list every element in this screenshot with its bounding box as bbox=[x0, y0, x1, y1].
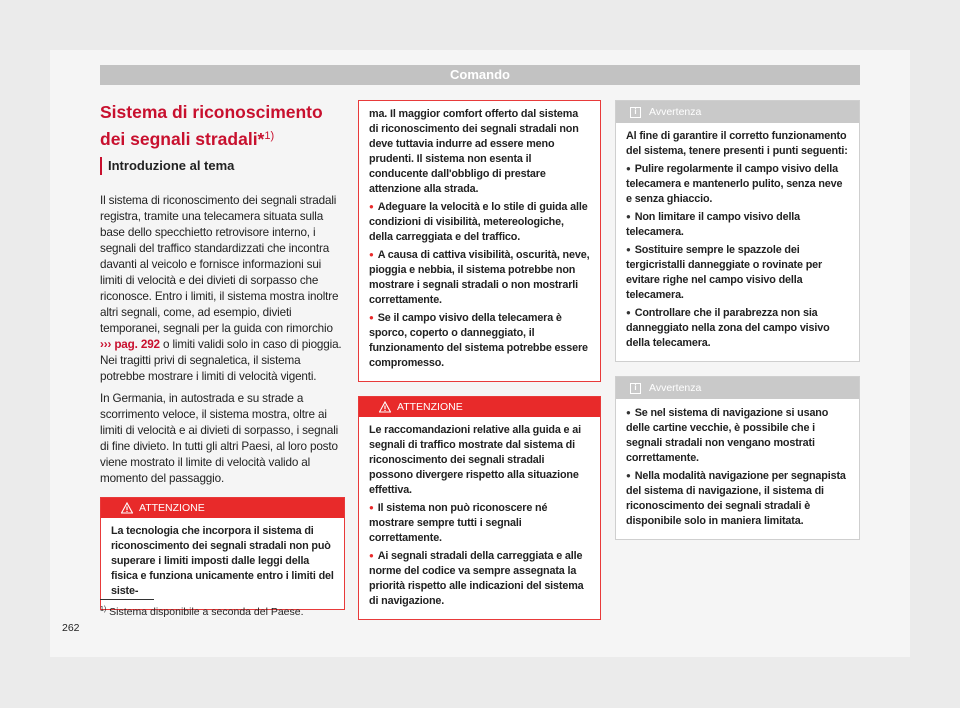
attention-bullet: ● Se il campo visivo della telecamera è sporco, coperto o danneggiato, il funzionamento del sistema potrebbe essere compromesso. bbox=[369, 310, 590, 371]
info-icon: i bbox=[630, 383, 641, 394]
column-3 bbox=[615, 100, 860, 540]
note-box-2 bbox=[615, 376, 860, 540]
section-title: Sistema di riconoscimento dei segnali stradali*$^{1)}$ bbox=[100, 102, 323, 149]
attention-header bbox=[101, 498, 344, 518]
note-bullet: ● Nella modalità navigazione per segnapista del sistema di navigazione, il sistema di riconoscimento dei segnali stradali è disponibile solo in maniera limitata. bbox=[626, 468, 849, 529]
note-body bbox=[616, 123, 859, 361]
paragraph-2: In Germania, in autostrada e su strade a scorrimento veloce, il sistema mostra, oltre ai limiti di velocità e ai divieti di sorpasso, i segnali di fine divieto. In tutti gli altri Paesi, al loro posto viene mostrato il limite di velocità valido al momento del passaggio. bbox=[100, 392, 339, 485]
attention-box-2 bbox=[358, 396, 601, 620]
attention-box-1-continued bbox=[358, 100, 601, 382]
subtitle-bar bbox=[100, 157, 345, 175]
page-header: Comando bbox=[100, 65, 860, 85]
attention-body bbox=[101, 518, 344, 609]
attention-box-1 bbox=[100, 497, 345, 610]
attention-bullet: ● Ai segnali stradali della carreggiata e alle norme del codice va sempre assegnata la priorità rispetto alle indicazioni del sistema di navigazione. bbox=[369, 548, 590, 609]
footnote: $^{1)}$ Sistema disponibile a seconda del Paese. bbox=[100, 606, 304, 618]
note-header bbox=[616, 101, 859, 123]
info-icon: i bbox=[630, 107, 641, 118]
note-label: Avvertenza bbox=[649, 382, 702, 394]
note-bullet: ● Sostituire sempre le spazzole dei tergicristalli danneggiate o rovinate per evitare righe nel campo visivo della telecamera. bbox=[626, 242, 849, 303]
attention-text: La tecnologia che incorpora il sistema di riconoscimento dei segnali stradali non può superare i limiti imposti dalle leggi della fisica e funziona unicamente entro i limiti del siste- bbox=[111, 525, 334, 597]
attention-body bbox=[359, 417, 600, 619]
warning-triangle-icon bbox=[379, 401, 391, 413]
attention-body bbox=[359, 101, 600, 381]
page-number: 262 bbox=[62, 622, 80, 634]
attention-label: ATTENZIONE bbox=[139, 502, 205, 514]
intro-text bbox=[100, 193, 345, 487]
section-subtitle: Introduzione al tema bbox=[108, 158, 235, 173]
attention-text: ma. Il maggior comfort offerto dal sistema di riconoscimento dei segnali stradali non deve tuttavia indurre ad essere meno prudenti. Il sistema non esenta il conducente dall'obbligo di prestare attenzione alla strada. bbox=[369, 108, 579, 195]
column-1 bbox=[100, 100, 345, 610]
column-2 bbox=[358, 100, 601, 620]
note-text: Al fine di garantire il corretto funzionamento del sistema, tenere presenti i punti seguenti: bbox=[626, 130, 848, 157]
attention-bullet: ● Adeguare la velocità e lo stile di guida alle condizioni di visibilità, metereologiche, della carreggiata e del traffico. bbox=[369, 199, 590, 245]
note-bullet: ● Controllare che il parabrezza non sia danneggiato nella zona del campo visivo della telecamera. bbox=[626, 305, 849, 351]
footnote-divider bbox=[100, 599, 154, 600]
attention-header bbox=[359, 397, 600, 417]
footnote-ref: 1) bbox=[264, 130, 275, 142]
note-header bbox=[616, 377, 859, 399]
note-label: Avvertenza bbox=[649, 106, 702, 118]
warning-triangle-icon bbox=[121, 502, 133, 514]
note-bullet: ● Se nel sistema di navigazione si usano delle cartine vecchie, è possibile che i segnali stradali non vengano mostrati correttamente. bbox=[626, 405, 849, 466]
attention-bullet: ● A causa di cattiva visibilità, oscurità, neve, pioggia e nebbia, il sistema potrebbe non mostrare i segnali stradali o non mostrarli correttamente. bbox=[369, 247, 590, 308]
note-box-1 bbox=[615, 100, 860, 362]
paragraph-1: Il sistema di riconoscimento dei segnali stradali registra, tramite una telecamera situata sulla base dello specchietto retrovisore interno, i segnali del traffico standardizzati che incontra davanti al veicolo e fornisce informazioni sui limiti di velocità e dei divieti di sorpasso che riconosce. Entro i limiti, il sistema mostra inoltre altri segnali, come, ad esempio, divieti temporanei, segnali per la guida con rimorchio ››› pag. 292 o limiti validi solo in caso di pioggia. Nei tragitti privi di segnaletica, il sistema potrebbe mostrare i limiti di velocità vigenti. bbox=[100, 194, 342, 383]
note-bullet: ● Non limitare il campo visivo della telecamera. bbox=[626, 209, 849, 240]
note-bullet: ● Pulire regolarmente il campo visivo della telecamera e mantenerlo pulito, senza neve e senza ghiaccio. bbox=[626, 161, 849, 207]
attention-label: ATTENZIONE bbox=[397, 401, 463, 413]
page-link[interactable]: ››› pag. 292 bbox=[100, 338, 160, 351]
attention-text: Le raccomandazioni relative alla guida e ai segnali di traffico mostrate dal sistema di riconoscimento dei segnali stradali possono divergere rispetto alla situazione effettiva. bbox=[369, 424, 581, 496]
attention-bullet: ● Il sistema non può riconoscere né mostrare sempre tutti i segnali correttamente. bbox=[369, 500, 590, 546]
note-body bbox=[616, 399, 859, 539]
